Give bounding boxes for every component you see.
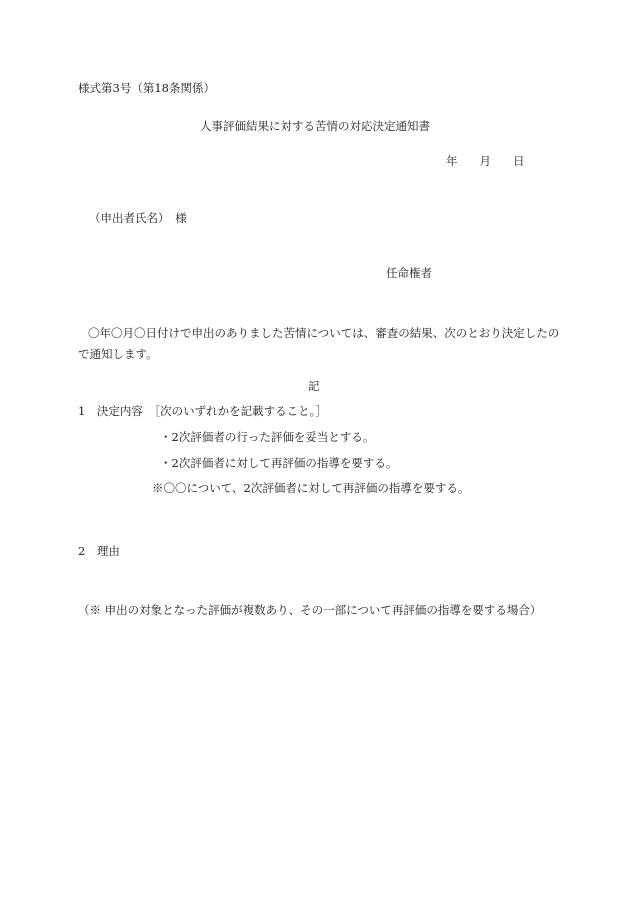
- reason-heading: 2 理由: [78, 544, 120, 558]
- decision-option: ※〇〇について、2次評価者に対して再評価の指導を要する。: [152, 481, 470, 495]
- date-day: 日: [513, 154, 525, 168]
- body-paragraph: 〇年〇月〇日付けで申出のありました苦情については、審査の結果、次のとおり決定したので通知します。: [78, 326, 560, 361]
- recipient-name: （申出者氏名） 様: [89, 211, 187, 225]
- document-title: 人事評価結果に対する苦情の対応決定通知書: [200, 119, 430, 133]
- form-number: 様式第3号（第18条関係）: [78, 81, 215, 95]
- date-month: 月: [479, 154, 491, 168]
- date-line: [446, 156, 525, 168]
- decision-option: ・2次評価者の行った評価を妥当とする。: [160, 430, 375, 444]
- date-year: 年: [446, 154, 458, 168]
- decision-option: ・2次評価者に対して再評価の指導を要する。: [160, 456, 398, 470]
- footnote: （※ 申出の対象となった評価が複数あり、その一部について再評価の指導を要する場合）: [78, 603, 542, 617]
- ki-heading: 記: [308, 379, 320, 393]
- issuer-name: 任命権者: [386, 266, 432, 280]
- decision-heading: 1 決定内容 ［次のいずれかを記載すること。］: [78, 404, 327, 418]
